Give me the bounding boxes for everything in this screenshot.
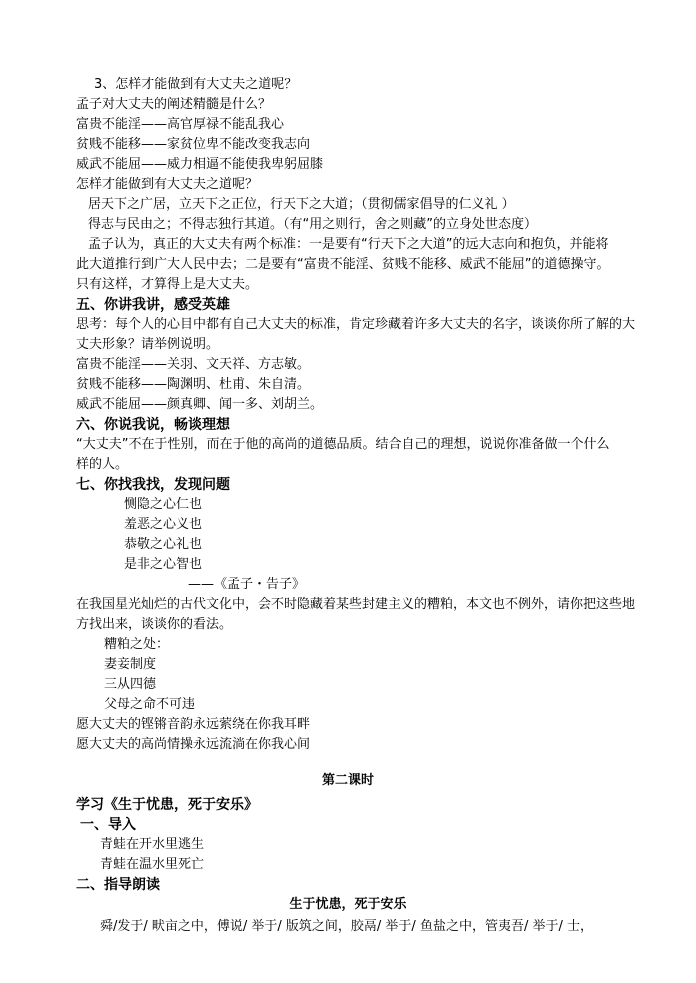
ambition-line: 得志与民由之；不得志独行其道。（有“用之则行，舍之则藏”的立身处世态度） — [88, 217, 537, 232]
closing-line-2: 愿大丈夫的高尚情操永远流淌在你我心间 — [76, 737, 311, 752]
section-6-heading: 六、你说我说，畅谈理想 — [76, 417, 230, 433]
intro-line-2: 青蛙在温水里死亡 — [100, 857, 205, 872]
how-question: 怎样才能做到有大丈夫之道呢？ — [76, 177, 259, 192]
quote-ren: 恻隐之心仁也 — [124, 497, 203, 512]
quote-source: ——《孟子・告子》 — [188, 577, 306, 592]
dwell-line: 居天下之广居，立天下之正位，行天下之大道；（贯彻儒家倡导的仁义礼 ） — [88, 197, 515, 212]
example-poverty: 贫贱不能移——陶渊明、杜甫、朱自清。 — [76, 377, 311, 392]
question-3: 3、怎样才能做到有大丈夫之道呢？ — [94, 77, 298, 92]
quote-yi: 羞恶之心义也 — [124, 517, 203, 532]
quote-li: 恭敬之心礼也 — [124, 537, 203, 552]
dross-item-1: 妻妾制度 — [104, 657, 157, 672]
section-reading-heading: 二、指导朗读 — [76, 877, 160, 893]
example-wealth: 富贵不能淫——关羽、文天祥、方志敏。 — [76, 357, 311, 372]
wealth-line: 富贵不能淫——高官厚禄不能乱我心 — [76, 117, 285, 132]
section-7-heading: 七、你找我找，发现问题 — [76, 477, 230, 493]
dross-item-2: 三从四德 — [104, 677, 157, 692]
study-title: 学习《生于忧患，死于安乐》 — [76, 797, 258, 813]
essence-question: 孟子对大丈夫的阐述精髓是什么？ — [76, 97, 272, 112]
poem-line-1: 舜/发于/ 畎亩之中，傅说/ 举于/ 版筑之间，胶鬲/ 举于/ 鱼盐之中，管夷吾/ 举于/ 士， — [100, 919, 593, 934]
ideal-paragraph-1: “大丈夫”不在于性别，而在于他的高尚的道德品质。结合自己的理想，说说你准备做一个什么 — [76, 437, 610, 452]
mencius-paragraph-1: 孟子认为，真正的大丈夫有两个标准：一是要有“行天下之大道”的远大志向和抱负，并能将 — [88, 237, 609, 252]
intro-line-1: 青蛙在开水里逃生 — [100, 837, 205, 852]
power-line: 威武不能屈——威力相逼不能使我卑躬屈膝 — [76, 157, 324, 172]
lesson-2-title: 第二课时 — [321, 773, 374, 788]
dross-item-3: 父母之命不可违 — [104, 697, 196, 712]
mencius-paragraph-3: 只有这样，才算得上是大丈夫。 — [76, 277, 259, 292]
think-paragraph-2: 丈夫形象？请举例说明。 — [76, 337, 220, 352]
poverty-line: 贫贱不能移——家贫位卑不能改变我志向 — [76, 137, 311, 152]
dross-paragraph-2: 方找出来，谈谈你的看法。 — [76, 617, 233, 632]
mencius-paragraph-2: 此大道推行到广大人民中去；二是要有“富贵不能淫、贫贱不能移、威武不能屈”的道德操守。 — [76, 257, 610, 272]
ideal-paragraph-2: 样的人。 — [76, 457, 129, 472]
dross-label: 糟粕之处： — [104, 637, 170, 652]
poem-title: 生于忧患，死于安乐 — [289, 897, 407, 912]
section-5-heading: 五、你讲我讲，感受英雄 — [76, 297, 230, 313]
think-paragraph-1: 思考：每个人的心目中都有自己大丈夫的标准，肯定珍藏着许多大丈夫的名字，谈谈你所了解的大 — [76, 317, 636, 332]
dross-paragraph-1: 在我国星光灿烂的古代文化中，会不时隐藏着某些封建主义的糟粕，本文也不例外，请你把这些地 — [76, 597, 636, 612]
section-intro-heading: 一、导入 — [80, 817, 136, 833]
quote-zhi: 是非之心智也 — [124, 557, 203, 572]
example-power: 威武不能屈——颜真卿、闻一多、刘胡兰。 — [76, 397, 324, 412]
closing-line-1: 愿大丈夫的铿锵音韵永远萦绕在你我耳畔 — [76, 717, 311, 732]
